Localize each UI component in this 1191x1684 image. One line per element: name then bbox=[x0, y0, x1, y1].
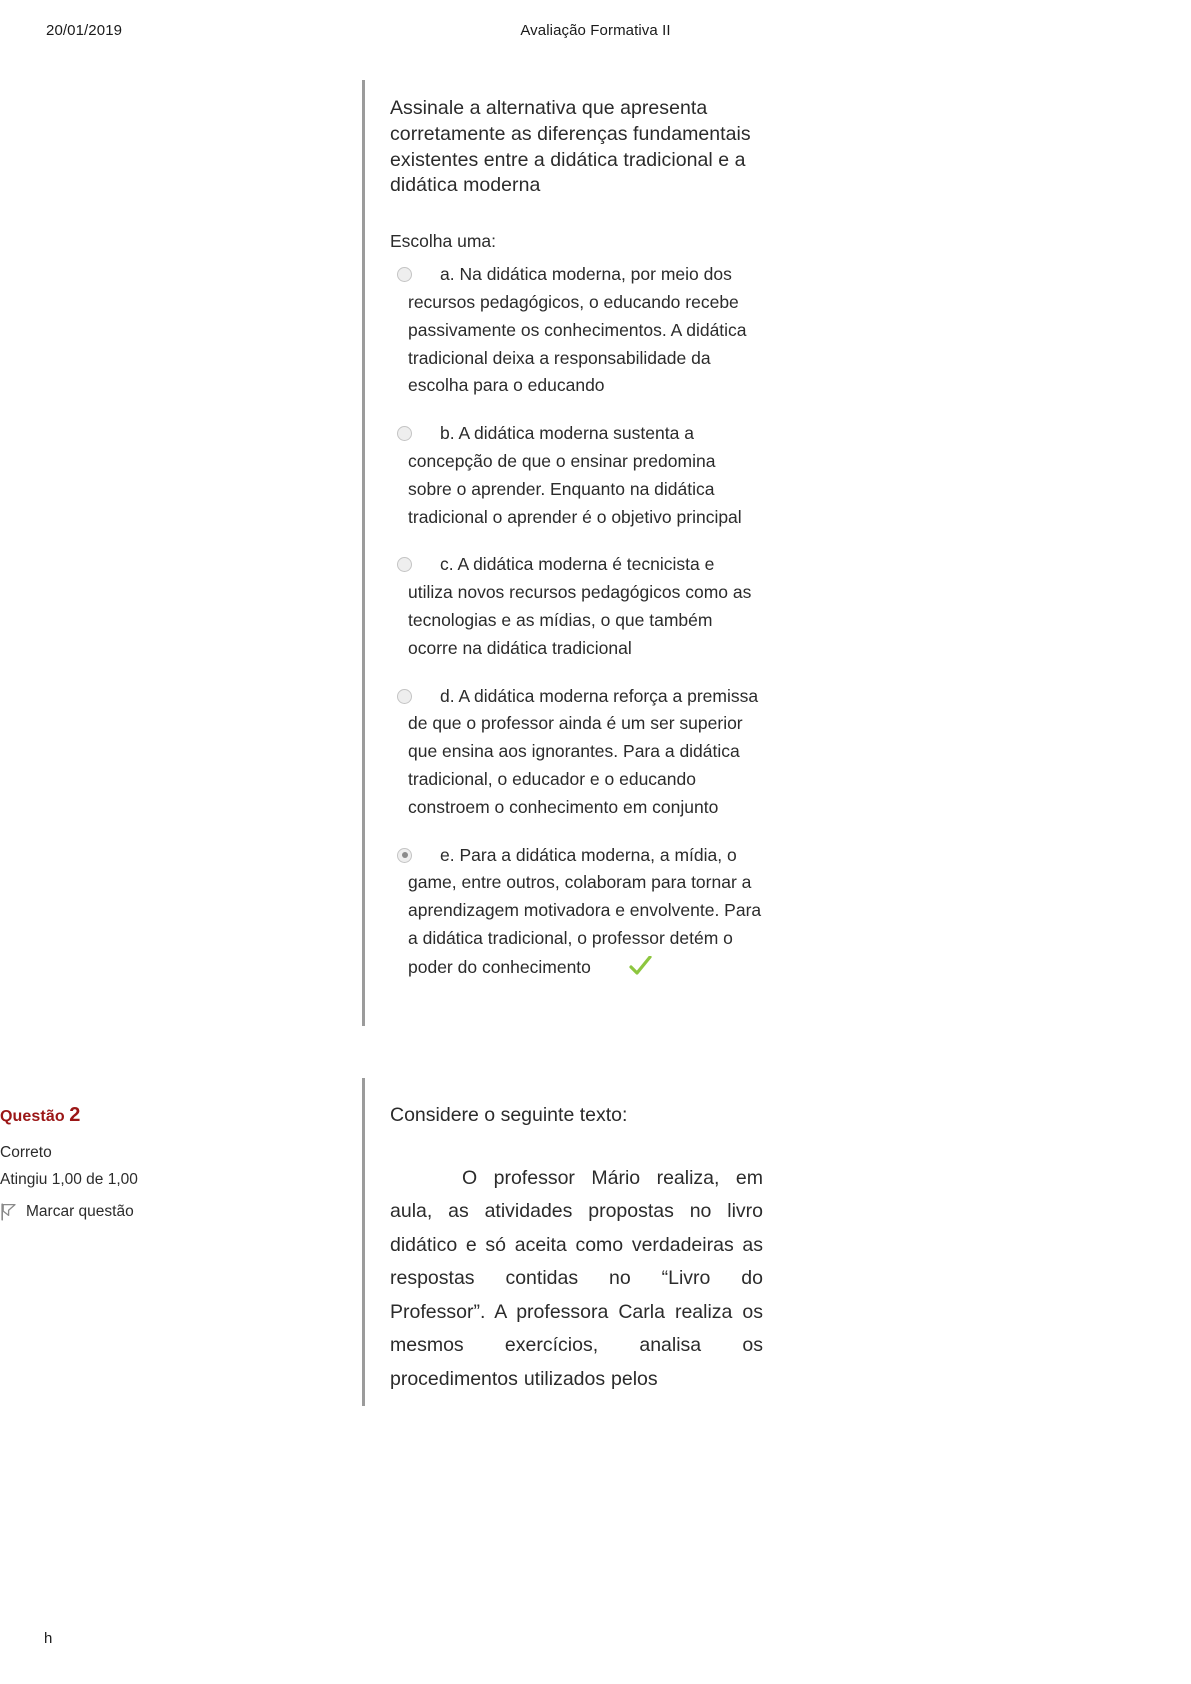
header-title: Avaliação Formativa II bbox=[520, 22, 671, 39]
mark-question-label: Marcar questão bbox=[26, 1202, 134, 1220]
answer-option-e-label bbox=[408, 842, 763, 982]
question-2-number-value: 2 bbox=[69, 1103, 81, 1126]
answer-option-a[interactable] bbox=[390, 261, 763, 400]
answer-option-b-label: b. A didática moderna sustenta a concepção de que o ensinar predomina sobre o aprender. Enquanto na didática tradicional o aprender é o objetivo principal bbox=[408, 423, 742, 527]
answer-option-d[interactable] bbox=[390, 683, 763, 822]
mark-question-button[interactable] bbox=[0, 1203, 348, 1221]
answer-option-c-label: c. A didática moderna é tecnicista e utiliza novos recursos pedagógicos como as tecnologias e as mídias, o que também ocorre na didática tradicional bbox=[408, 554, 752, 658]
question-1-choose-label: Escolha uma: bbox=[390, 231, 497, 252]
question-2-number bbox=[0, 1104, 348, 1127]
radio-button-d[interactable] bbox=[397, 689, 412, 704]
correct-check-icon bbox=[597, 956, 652, 976]
answer-option-c[interactable] bbox=[390, 551, 763, 662]
radio-button-e[interactable] bbox=[397, 848, 412, 863]
question-1-stem: Assinale a alternativa que apresenta corretamente as diferenças fundamentais existentes entre a didática tradicional e a didática moderna bbox=[390, 97, 751, 197]
page-header bbox=[0, 22, 1191, 46]
question-2-intro: Considere o seguinte texto: bbox=[390, 1103, 628, 1126]
question-2-info-column bbox=[0, 1078, 362, 1221]
answer-option-e[interactable] bbox=[390, 842, 763, 982]
question-2-number-label: Questão bbox=[0, 1107, 65, 1125]
question-1-content bbox=[365, 80, 1191, 1026]
answer-option-a-label: a. Na didática moderna, por meio dos recursos pedagógicos, o educando recebe passivamente os conhecimentos. A didática tradicional deixa a responsabilidade da escolha para o educando bbox=[408, 264, 747, 396]
footer-clipped-text: h bbox=[44, 1630, 53, 1647]
header-date: 20/01/2019 bbox=[46, 22, 123, 39]
answer-option-d-label: d. A didática moderna reforça a premissa de que o professor ainda é um ser superior que ensina aos ignorantes. Para a didática tradicional, o educador e o educando constroem o conhecimento em conjunto bbox=[408, 685, 759, 817]
question-block-1 bbox=[0, 80, 1191, 1026]
question-block-2 bbox=[0, 1078, 1191, 1407]
flag-icon bbox=[0, 1203, 17, 1221]
question-1-answer-list bbox=[390, 261, 763, 981]
question-2-content bbox=[365, 1078, 1191, 1407]
quiz-body bbox=[0, 80, 1191, 1406]
question-2-passage: O professor Mário realiza, em aula, as atividades propostas no livro didático e só aceita como verdadeiras as respostas contidas no “Livro do Professor”. A professora Carla realiza os mesmos exercícios, analisa os procedimentos utilizados pelos bbox=[390, 1166, 763, 1390]
question-2-state: Correto bbox=[0, 1143, 52, 1161]
answer-option-e-text: e. Para a didática moderna, a mídia, o game, entre outros, colaboram para tornar a aprendizagem motivadora e envolvente. Para a didática tradicional, o professor detém o poder do conhecimento bbox=[408, 844, 762, 977]
question-2-grade: Atingiu 1,00 de 1,00 bbox=[0, 1170, 138, 1188]
answer-option-b[interactable] bbox=[390, 420, 763, 531]
